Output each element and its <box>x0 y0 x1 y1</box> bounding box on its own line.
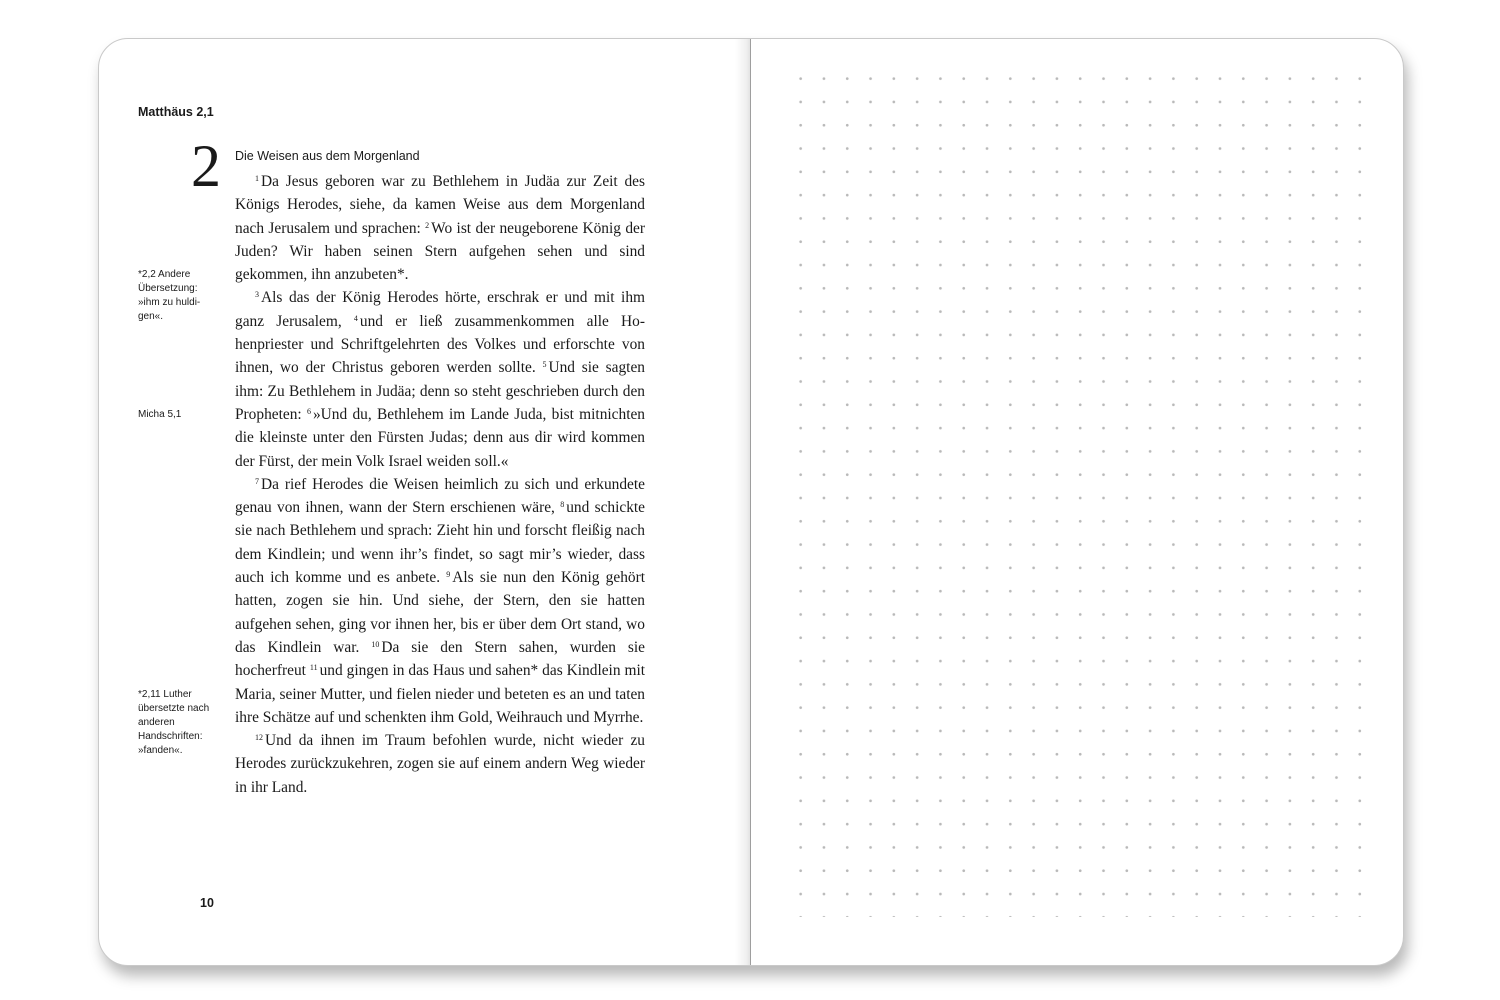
paragraph <box>235 473 645 729</box>
page-number: 10 <box>200 896 214 910</box>
side-note: *2,2 Andere Übersetzung: »ihm zu huldigen«. <box>138 269 201 322</box>
verse-text: »Und du, Bethlehem im Lande Juda, bist mitnichten die kleinste unter den Fürsten Judas; denn aus dir wird kommen der Fürst, der mein Volk Israel weiden soll.« <box>235 405 645 470</box>
verse-number: 4 <box>353 313 358 323</box>
verse-text: und er ließ zusammenkommen alle Hohenpriester und Schriftgelehrten des Volkes und erforschte von ihnen, wo der Christus geboren werden sollte. <box>235 312 646 377</box>
verse-text: Und sie sagten ihm: Zu Bethlehem in Judäa; denn so steht geschrieben durch den Propheten: <box>235 359 645 423</box>
verse-text: Da rief Herodes die Weisen heimlich zu sich und erkundete genau von ihnen, wann der Stern erschienen wäre, <box>235 475 645 517</box>
verse-text: Und da ihnen im Traum befohlen wurde, nicht wieder zu Herodes zurückzukehren, zogen sie auf einem andern Weg wieder in ihr Land. <box>235 732 645 796</box>
scripture-text <box>235 170 645 799</box>
verse-number: 1 <box>255 174 259 183</box>
verse-text: Als sie nun den König gehört hatten, zogen sie hin. Und siehe, der Stern, den sie hatten aufgehen sehen, ging vor ihnen her, bis er über dem Ort stand, wo das Kindlein war. <box>235 569 645 656</box>
dot-grid <box>789 67 1369 917</box>
side-note: *2,11 Luther übersetzte nach anderen Handschriften: »fanden«. <box>138 689 210 756</box>
section-title: Die Weisen aus dem Morgenland <box>235 149 420 163</box>
verse-number: 10 <box>371 639 380 649</box>
verse-text: und gingen in das Haus und sahen* das Kindlein mit Maria, seiner Mutter, und fielen nieder und beteten es an und taten ihre Schätze auf und schenkten ihm Gold, Weihrauch und Myrrhe. <box>235 662 645 726</box>
verse-text: Als das der König Herodes hörte, erschrak er und mit ihm ganz Jerusalem, <box>235 289 645 330</box>
verse-text: und schickte sie nach Bethlehem und sprach: Zieht hin und forscht fleißig nach dem Kindlein; und wenn ihr’s findet, so sagt mir’s wieder, dass auch ich komme und es anbete. <box>235 499 646 587</box>
verse-number: 2 <box>425 220 430 230</box>
open-notebook <box>98 38 1404 966</box>
verse-number: 8 <box>560 500 565 510</box>
verse-text: Da Jesus geboren war zu Bethlehem in Judäa zur Zeit des Königs Herodes, siehe, da kamen Weise aus dem Morgenland nach Jerusalem und sprachen: <box>235 173 645 237</box>
verse-number: 5 <box>542 360 547 370</box>
verse-number: 3 <box>255 290 259 300</box>
running-head: Matthäus 2,1 <box>138 105 214 119</box>
paragraph <box>235 170 645 286</box>
gutter-shadow <box>735 39 751 965</box>
verse-text: Wo ist der neugeborene König der Juden? Wir haben seinen Stern aufgehen sehen und sind gekommen, ihn anzubeten*. <box>235 219 645 284</box>
verse-number: 6 <box>306 406 311 416</box>
verse-number: 7 <box>255 476 259 486</box>
verse-text: Da sie den Stern sahen, wurden sie hocherfreut <box>235 638 645 680</box>
paragraph <box>235 286 645 472</box>
verse-number: 11 <box>309 663 318 673</box>
verse-number: 12 <box>255 733 263 743</box>
verse-number: 9 <box>446 570 451 580</box>
right-page <box>751 39 1403 965</box>
paragraph <box>235 729 645 799</box>
side-note: Micha 5,1 <box>138 409 182 420</box>
chapter-number: 2 <box>191 133 221 199</box>
